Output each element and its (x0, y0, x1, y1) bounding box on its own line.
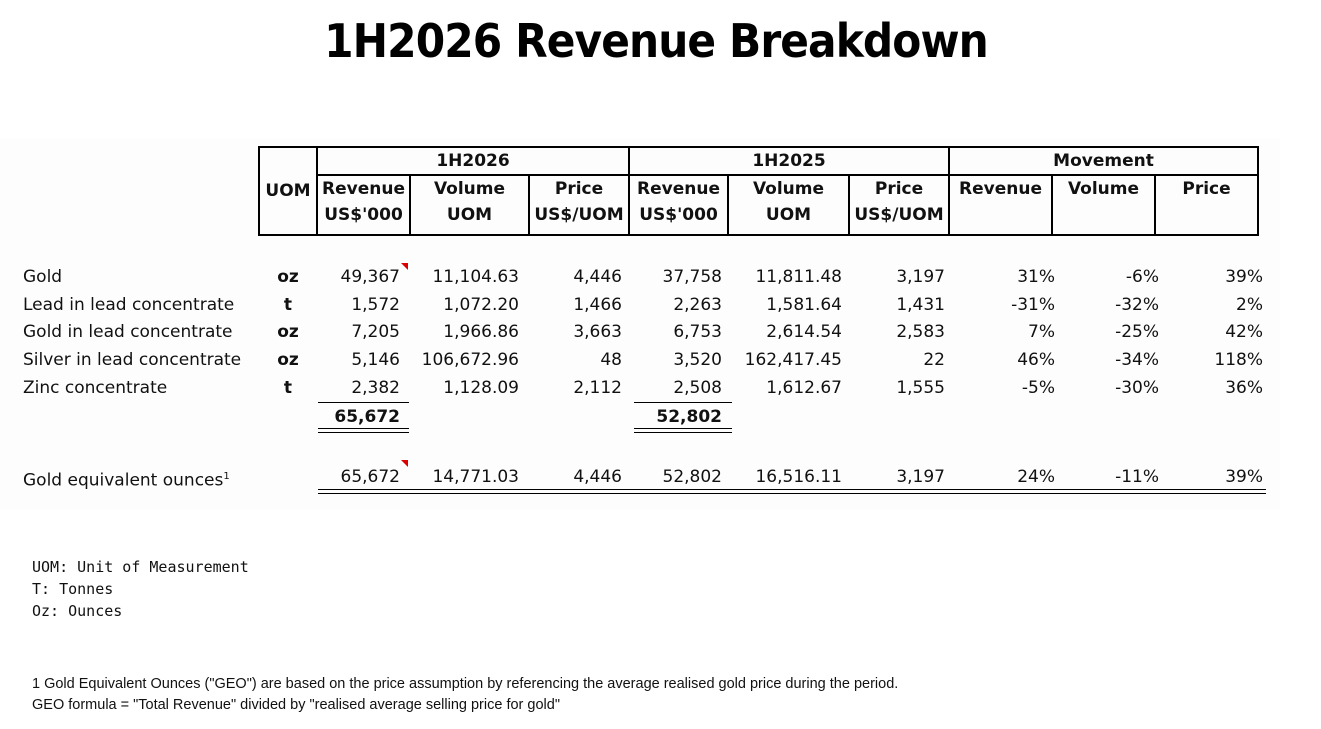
subtotal-rule-2025 (634, 402, 732, 403)
col-header-revenue-movement: Revenue (949, 175, 1052, 235)
page-title: 1H2026 Revenue Breakdown (324, 14, 988, 68)
table-row (0, 346, 1280, 374)
cell-revenue-2026: 49,367 (340, 267, 400, 287)
geo-revenue-2026: 65,672 (340, 467, 400, 487)
geo-volume-2025: 16,516.11 (755, 467, 842, 487)
cell-movement-volume: -32% (1115, 294, 1159, 315)
cell-price-2026: 1,466 (573, 294, 622, 315)
row-label: Lead in lead concentrate (23, 294, 235, 315)
geo-movement-revenue: 24% (1017, 467, 1055, 487)
geo-price-2026: 4,446 (573, 467, 622, 487)
cell-movement-price: 42% (1225, 322, 1263, 343)
cell-revenue-2026: 7,205 (351, 322, 400, 343)
cell-volume-2026: 106,672.96 (421, 350, 519, 371)
legend-tonnes: T: Tonnes (32, 580, 114, 598)
cell-revenue-2025: 2,508 (673, 377, 722, 398)
row-label: Zinc concentrate (23, 377, 168, 398)
comment-flag-icon[interactable] (401, 460, 408, 467)
col-header-volume-2026: Volume UOM (410, 175, 529, 235)
total-revenue-2026: 65,672 (334, 407, 400, 427)
cell-volume-2026: 1,966.86 (443, 322, 519, 343)
geo-movement-volume: -11% (1115, 467, 1159, 487)
row-label: Silver in lead concentrate (23, 350, 242, 371)
total-double-rule-2026-a (318, 428, 409, 429)
col-header-price-2026: Price US$/UOM (529, 175, 629, 235)
cell-volume-2026: 1,072.20 (443, 294, 519, 315)
row-uom: oz (277, 267, 299, 287)
table-row (0, 318, 1280, 346)
cell-price-2025: 3,197 (896, 267, 945, 287)
geo-revenue-2025: 52,802 (662, 467, 722, 487)
cell-volume-2025: 2,614.54 (766, 322, 842, 343)
cell-price-2026: 4,446 (573, 267, 622, 287)
row-uom: t (283, 294, 293, 315)
cell-movement-price: 2% (1236, 294, 1263, 315)
footnotes (32, 674, 898, 716)
comment-flag-icon[interactable] (401, 263, 408, 270)
row-uom: oz (277, 322, 299, 343)
total-double-rule-2026-b (318, 432, 409, 433)
cell-movement-price: 36% (1225, 377, 1263, 398)
legend-ounces: Oz: Ounces (32, 602, 123, 620)
cell-price-2025: 1,555 (896, 377, 945, 398)
total-revenue-2025: 52,802 (656, 407, 722, 427)
col-header-revenue-2025: Revenue US$'000 (629, 175, 728, 235)
table-row (0, 263, 1280, 291)
cell-price-2025: 2,583 (896, 322, 945, 343)
group-header-movement: Movement (949, 147, 1258, 175)
col-header-volume-movement: Volume (1052, 175, 1155, 235)
geo-movement-price: 39% (1225, 467, 1263, 487)
cell-movement-price: 39% (1225, 267, 1263, 287)
col-header-revenue-2026: Revenue US$'000 (317, 175, 410, 235)
group-header-1h2025: 1H2025 (629, 147, 949, 175)
table-row (0, 291, 1280, 319)
geo-price-2025: 3,197 (896, 467, 945, 487)
cell-price-2026: 2,112 (573, 377, 622, 398)
footnote-geo-definition: 1 Gold Equivalent Ounces ("GEO") are based on the price assumption by referencing the average realised gold price during the period. (32, 676, 899, 692)
cell-revenue-2025: 2,263 (673, 294, 722, 315)
cell-revenue-2026: 5,146 (351, 350, 400, 371)
geo-row (0, 463, 1280, 491)
subtotal-rule-2026 (318, 402, 409, 403)
row-uom: oz (277, 350, 299, 371)
total-double-rule-2025-b (634, 432, 732, 433)
cell-movement-revenue: 31% (1017, 267, 1055, 287)
cell-movement-volume: -34% (1115, 350, 1159, 371)
col-header-price-2025: Price US$/UOM (849, 175, 949, 235)
table-header (258, 146, 1259, 236)
cell-price-2026: 3,663 (573, 322, 622, 343)
group-header-1h2026: 1H2026 (317, 147, 629, 175)
cell-movement-revenue: -5% (1021, 377, 1055, 398)
cell-revenue-2025: 6,753 (673, 322, 722, 343)
cell-movement-volume: -25% (1115, 322, 1159, 343)
geo-label: Gold equivalent ounces$^1$ (23, 470, 230, 491)
table-row (0, 374, 1280, 402)
cell-revenue-2025: 37,758 (662, 267, 722, 287)
cell-volume-2026: 1,128.09 (443, 377, 519, 398)
cell-volume-2026: 11,104.63 (432, 267, 519, 287)
cell-movement-revenue: -31% (1011, 294, 1055, 315)
cell-movement-volume: -6% (1125, 267, 1159, 287)
geo-volume-2026: 14,771.03 (432, 467, 519, 487)
cell-volume-2025: 162,417.45 (744, 350, 842, 371)
cell-movement-price: 118% (1214, 350, 1263, 371)
cell-revenue-2026: 2,382 (351, 377, 400, 398)
uom-header: UOM (259, 147, 317, 235)
cell-price-2026: 48 (600, 350, 622, 371)
cell-price-2025: 1,431 (896, 294, 945, 315)
legend-uom: UOM: Unit of Measurement (32, 558, 249, 576)
cell-price-2025: 22 (923, 350, 945, 371)
row-label: Gold (23, 267, 63, 287)
cell-volume-2025: 11,811.48 (755, 267, 842, 287)
col-header-price-movement: Price (1155, 175, 1258, 235)
cell-movement-volume: -30% (1115, 377, 1159, 398)
cell-volume-2025: 1,581.64 (766, 294, 842, 315)
geo-double-rule-b (318, 493, 1266, 494)
col-header-volume-2025: Volume UOM (728, 175, 849, 235)
row-label: Gold in lead concentrate (23, 322, 233, 343)
cell-revenue-2026: 1,572 (351, 294, 400, 315)
legend-notes (32, 556, 249, 622)
cell-revenue-2025: 3,520 (673, 350, 722, 371)
footnote-geo-formula: GEO formula = "Total Revenue" divided by "realised average selling price for gold" (32, 697, 560, 713)
total-double-rule-2025-a (634, 428, 732, 429)
cell-movement-revenue: 46% (1017, 350, 1055, 371)
row-uom: t (283, 377, 293, 398)
totals-row (0, 403, 1280, 431)
cell-volume-2025: 1,612.67 (766, 377, 842, 398)
cell-movement-revenue: 7% (1028, 322, 1055, 343)
geo-double-rule-a (318, 489, 1266, 490)
